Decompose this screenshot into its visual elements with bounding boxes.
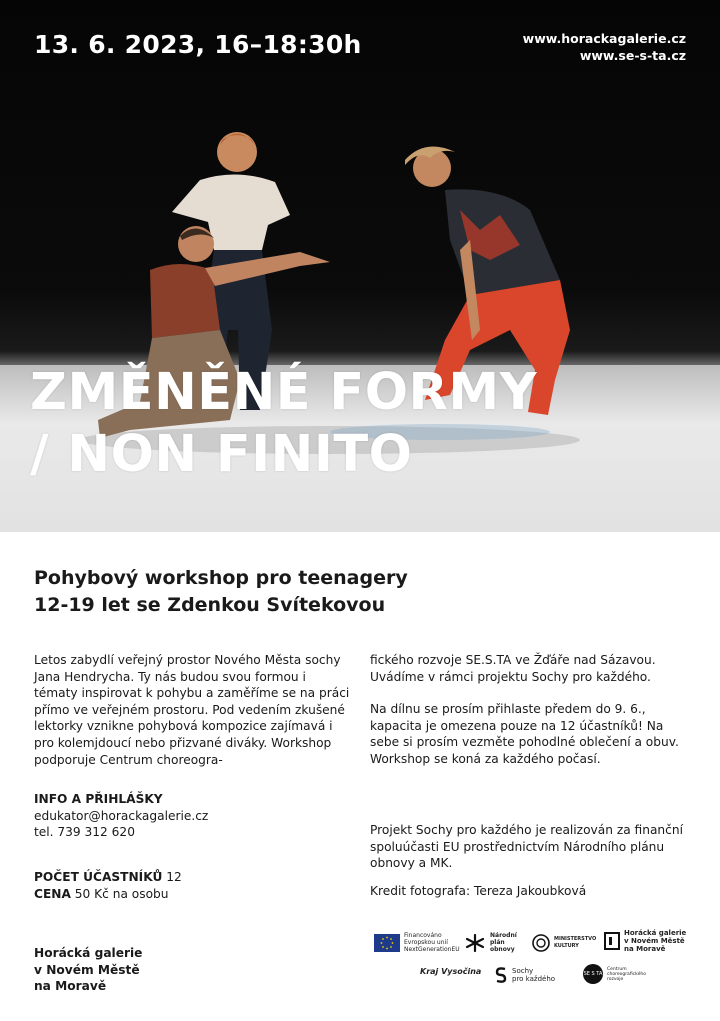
headline-line-1: ZMĚNĚNÉ FORMY	[30, 363, 538, 422]
npo-line-1: Národní	[490, 932, 517, 939]
eu-line-1: Financováno	[404, 932, 442, 939]
sesta-line-1: Centrum	[607, 966, 627, 972]
kraj-text: Kraj Vysočina	[420, 967, 482, 976]
sochy-line-1: Sochy	[512, 967, 534, 975]
participants-label: POČET ÚČASTNÍKŮ	[34, 870, 163, 884]
body-paragraph-2: Na dílnu se prosím přihlaste předem do 9. 6., kapacita je omezena pouze na 12 účastníků! Na sebe si prosím vezměte pohodlné oblečení a obuv. Workshop se koná za každého počasí.	[370, 702, 679, 766]
url-horackagalerie[interactable]: www.horackagalerie.cz	[522, 31, 686, 46]
sochy-line-2: pro každého	[512, 975, 556, 983]
npo-line-2: plán	[490, 939, 505, 946]
kraj-vysocina-logo	[420, 968, 481, 975]
gallery-name	[34, 945, 142, 995]
eu-line-2: Evropskou unií	[404, 939, 448, 946]
eu-logo	[374, 932, 460, 953]
price-row	[34, 886, 182, 903]
gallery-line-2: v Novém Městě	[34, 962, 140, 977]
event-date: 13. 6. 2023, 16–18:30h	[34, 30, 362, 59]
participants-value: 12	[166, 870, 182, 884]
hg-line-2: v Novém Městě	[624, 937, 685, 945]
sochy-logo	[494, 965, 555, 985]
npo-logo	[464, 932, 517, 953]
capacity-price	[34, 869, 182, 902]
price-label: CENA	[34, 886, 71, 901]
mk-logo	[532, 934, 596, 952]
hg-line-1: Horácká galerie	[624, 929, 687, 937]
sesta-line-2: choreografického	[607, 971, 646, 977]
contact-info	[34, 791, 208, 841]
headline-line-2: / NON FINITO	[30, 425, 413, 484]
subtitle	[34, 565, 408, 619]
hg-logo	[604, 929, 686, 953]
headline	[30, 362, 537, 486]
body-text-right	[370, 652, 690, 784]
npo-line-3: obnovy	[490, 946, 515, 953]
gallery-line-1: Horácká galerie	[34, 946, 143, 960]
eu-line-3: NextGenerationEU	[404, 946, 460, 953]
sesta-line-3: rozvoje	[607, 976, 624, 982]
project-note: Projekt Sochy pro každého je realizován za finanční spoluúčasti EU prostřednictvím Národního plánu obnovy a MK.	[370, 823, 683, 870]
body-paragraph-1: fického rozvoje SE.S.TA ve Žďáře nad Sázavou. Uvádíme v rámci projektu Sochy pro každého.	[370, 653, 656, 684]
contact-heading: INFO A PŘIHLÁŠKY	[34, 792, 163, 806]
photo-credit: Kredit fotografa: Tereza Jakoubková	[370, 884, 587, 898]
hg-line-3: na Moravě	[624, 945, 666, 953]
price-value: 50 Kč na osobu	[74, 886, 169, 901]
ministry-emblem-icon	[532, 934, 550, 952]
subtitle-line-1: Pohybový workshop pro teenagery	[34, 567, 408, 589]
mk-line-1: MINISTERSTVO	[554, 936, 597, 942]
npo-star-icon	[464, 933, 486, 953]
participants-row	[34, 869, 182, 886]
sesta-logo	[583, 964, 646, 984]
body-text-left: Letos zabydlí veřejný prostor Nového Města sochy Jana Hendrycha. Ty nás budou svou formou i tématy inspirovat k pohybu a zaměříme se na práci přímo ve veřejném prostoru. Pod vedením zkušené lektorky vznikne pohybová kompozice zajímavá i pro kolemjdoucí nebo přizvané diváky. Workshop podporuje Centrum choreogra-	[34, 653, 350, 767]
mk-line-2: KULTURY	[554, 943, 579, 949]
contact-email[interactable]: edukator@horackagalerie.cz	[34, 808, 209, 823]
contact-phone[interactable]: tel. 739 312 620	[34, 825, 135, 839]
gallery-line-3: na Moravě	[34, 979, 107, 993]
subtitle-line-2: 12-19 let se Zdenkou Svítekovou	[34, 594, 386, 616]
sesta-badge: SE S TA	[583, 964, 603, 984]
website-links	[523, 30, 686, 64]
hg-mark-icon	[604, 932, 620, 950]
url-sesta[interactable]: www.se-s-ta.cz	[579, 48, 686, 63]
eu-flag-icon	[374, 934, 400, 952]
sochy-s-icon	[494, 965, 508, 985]
